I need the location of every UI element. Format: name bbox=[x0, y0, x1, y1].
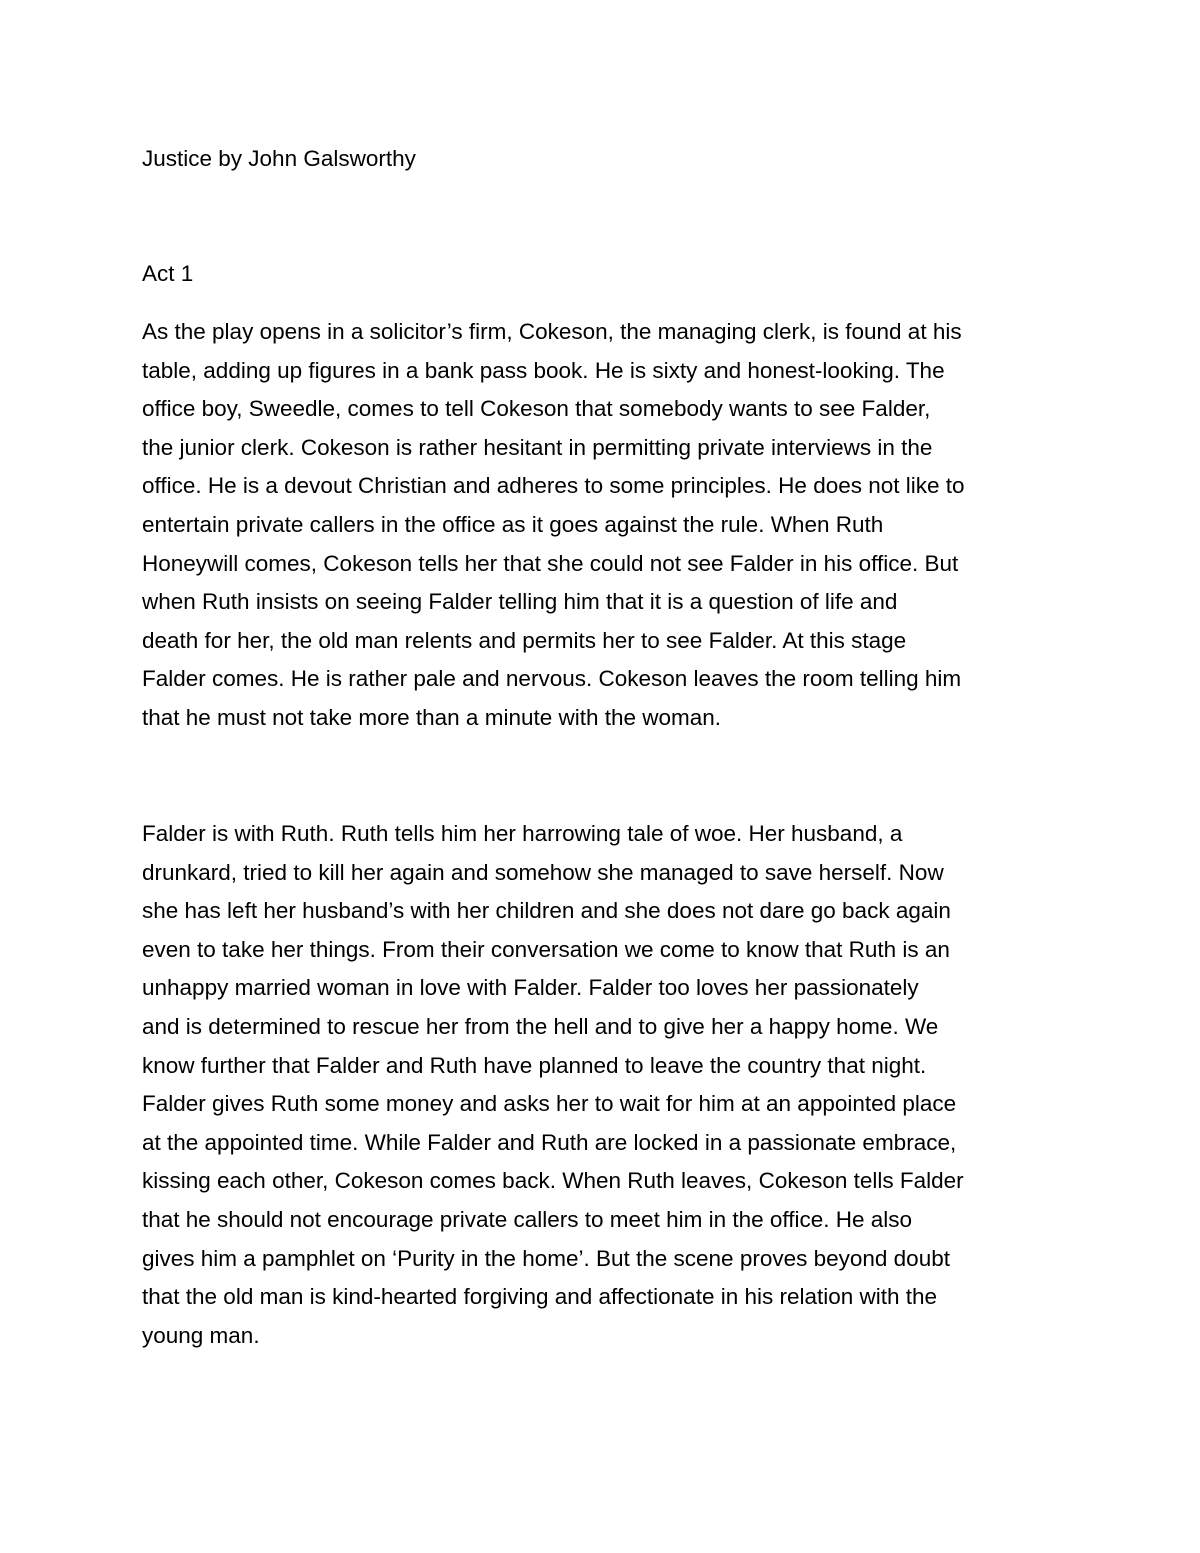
act-heading: Act 1 bbox=[142, 261, 194, 286]
paragraph-1 bbox=[142, 313, 965, 738]
text-line: she has left her husband’s with her children and she does not dare go back again bbox=[142, 898, 951, 924]
text-line: As the play opens in a solicitor’s firm, Cokeson, the managing clerk, is found at his bbox=[142, 319, 962, 344]
text-line: young man. bbox=[142, 1322, 260, 1348]
text-line: that the old man is kind-hearted forgiving and affectionate in his relation with the bbox=[142, 1284, 938, 1310]
text-line: and is determined to rescue her from the hell and to give her a happy home. We bbox=[142, 1013, 939, 1039]
paragraph-2 bbox=[142, 815, 964, 1355]
document-title: Justice by John Galsworthy bbox=[142, 146, 416, 171]
text-line: office. He is a devout Christian and adheres to some principles. He does not like to bbox=[142, 473, 965, 499]
text-line: death for her, the old man relents and permits her to see Falder. At this stage bbox=[142, 627, 907, 653]
text-line: Falder gives Ruth some money and asks her to wait for him at an appointed place bbox=[142, 1091, 957, 1117]
text-line: entertain private callers in the office as it goes against the rule. When Ruth bbox=[142, 511, 884, 537]
text-line: that he must not take more than a minute with the woman. bbox=[142, 704, 722, 730]
text-line: gives him a pamphlet on ‘Purity in the home’. But the scene proves beyond doubt bbox=[142, 1245, 950, 1271]
text-line: Honeywill comes, Cokeson tells her that she could not see Falder in his office. But bbox=[142, 550, 959, 576]
text-line: the junior clerk. Cokeson is rather hesitant in permitting private interviews in the bbox=[142, 434, 933, 460]
text-line: Falder comes. He is rather pale and nervous. Cokeson leaves the room telling him bbox=[142, 666, 962, 692]
text-line: kissing each other, Cokeson comes back. When Ruth leaves, Cokeson tells Falder bbox=[142, 1168, 964, 1194]
text-line: when Ruth insists on seeing Falder telling him that it is a question of life and bbox=[142, 589, 898, 615]
text-line: know further that Falder and Ruth have planned to leave the country that night. bbox=[142, 1052, 927, 1078]
text-line: table, adding up figures in a bank pass book. He is sixty and honest-looking. The bbox=[142, 357, 945, 383]
text-line: office boy, Sweedle, comes to tell Cokeson that somebody wants to see Falder, bbox=[142, 396, 931, 422]
text-line: at the appointed time. While Falder and Ruth are locked in a passionate embrace, bbox=[142, 1129, 957, 1155]
text-line: unhappy married woman in love with Falder. Falder too loves her passionately bbox=[142, 975, 919, 1001]
text-line: that he should not encourage private callers to meet him in the office. He also bbox=[142, 1206, 913, 1232]
text-line: even to take her things. From their conversation we come to know that Ruth is an bbox=[142, 936, 950, 962]
text-line: Falder is with Ruth. Ruth tells him her harrowing tale of woe. Her husband, a bbox=[142, 821, 903, 846]
text-line: drunkard, tried to kill her again and somehow she managed to save herself. Now bbox=[142, 859, 944, 885]
